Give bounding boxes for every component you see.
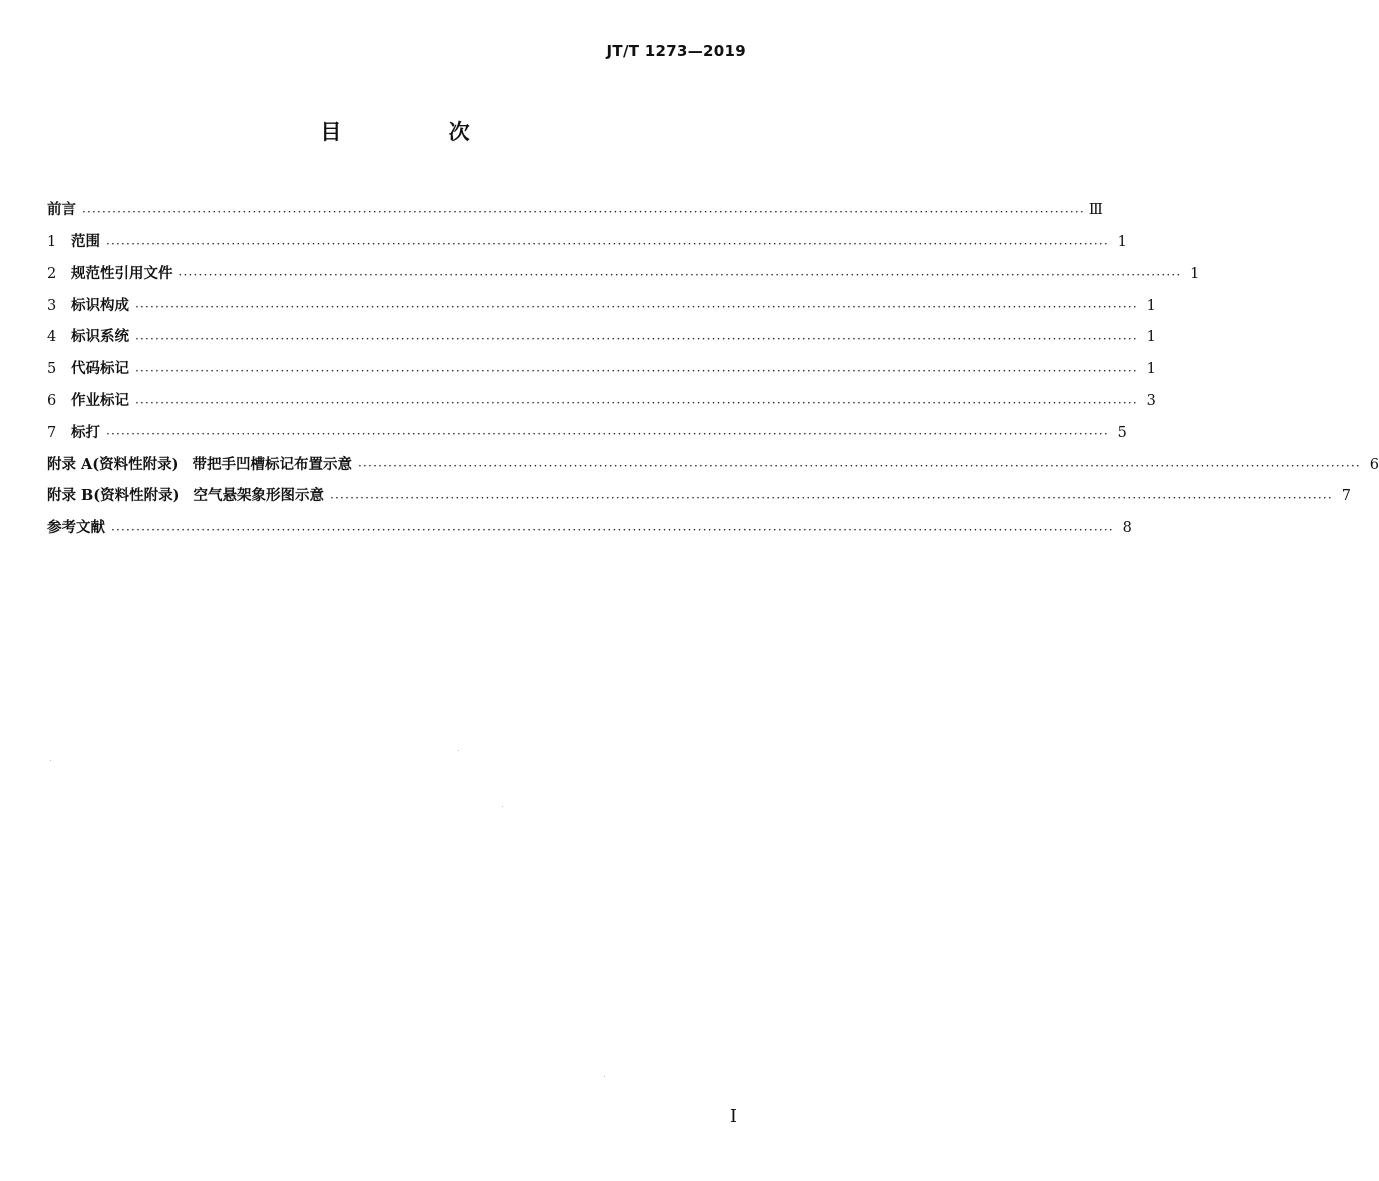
toc-entry-number: 5 — [47, 361, 57, 378]
toc-entry[interactable] — [47, 218, 1127, 251]
toc-entry-label: 标识构成 — [71, 296, 129, 314]
toc-entry-label: 附录 A(资料性附录) — [47, 455, 179, 473]
scan-speck — [458, 750, 459, 751]
toc-entry[interactable] — [47, 281, 1156, 315]
toc-entry-page: 1 — [1146, 329, 1156, 346]
toc-entry-label: 代码标记 — [71, 360, 129, 378]
toc-entry[interactable] — [47, 377, 1156, 410]
toc-entry-page: 7 — [1341, 488, 1351, 505]
toc-entry[interactable] — [47, 409, 1127, 442]
toc-entry[interactable] — [47, 313, 1156, 346]
toc-entry-page: 6 — [1369, 456, 1379, 473]
toc-entry-number: 1 — [47, 234, 57, 251]
toc-entry-page: 5 — [1117, 424, 1127, 441]
toc-entry[interactable] — [47, 440, 1379, 474]
toc-entry-label: 范围 — [71, 233, 100, 251]
toc-entry-page: 1 — [1146, 361, 1156, 378]
scan-speck — [502, 806, 503, 807]
toc-entry-label: 附录 B(资料性附录) — [47, 487, 180, 505]
toc-entry-number: 4 — [47, 329, 57, 346]
toc-entry-subtitle: 空气悬架象形图示意 — [193, 487, 325, 505]
page-title: 目 次 — [320, 119, 520, 144]
table-of-contents — [47, 186, 1379, 537]
toc-leader-dots: ········································································································································································································ — [106, 427, 1109, 442]
toc-entry-page: 8 — [1122, 520, 1132, 537]
toc-entry-page: 1 — [1117, 234, 1127, 251]
toc-entry-number: 3 — [47, 297, 57, 314]
scan-speck — [50, 760, 51, 761]
toc-entry[interactable] — [47, 250, 1200, 283]
toc-leader-dots: ········································································································································································································ — [82, 204, 1085, 219]
toc-entry-label: 作业标记 — [71, 392, 129, 410]
toc-entry-page: 1 — [1146, 297, 1156, 314]
toc-leader-dots: ········································································································································································································ — [135, 395, 1138, 410]
toc-entry[interactable] — [47, 186, 1103, 219]
toc-entry-label: 参考文献 — [47, 519, 105, 537]
toc-leader-dots: ········································································································································································································ — [135, 300, 1138, 315]
document-code: JT/T 1273—2019 — [606, 42, 746, 60]
toc-entry[interactable] — [47, 504, 1132, 537]
scan-speck — [604, 1076, 605, 1077]
toc-entry-page: Ⅲ — [1088, 202, 1103, 219]
toc-entry-label: 标识系统 — [71, 328, 129, 346]
toc-leader-dots: ········································································································································································································ — [135, 363, 1138, 378]
toc-entry-subtitle: 带把手凹槽标记布置示意 — [192, 455, 353, 473]
toc-leader-dots: ········································································································································································································ — [358, 459, 1361, 474]
toc-entry-number: 7 — [47, 424, 57, 441]
toc-entry-label: 前言 — [47, 201, 76, 219]
toc-entry-number: 6 — [47, 393, 57, 410]
toc-leader-dots: ········································································································································································································ — [111, 522, 1114, 537]
toc-leader-dots: ········································································································································································································ — [178, 268, 1182, 283]
page-number: I — [729, 1106, 737, 1127]
toc-entry-page: 1 — [1190, 265, 1200, 282]
toc-entry-label: 标打 — [71, 423, 100, 441]
toc-entry[interactable] — [47, 345, 1156, 378]
toc-leader-dots: ········································································································································································································ — [106, 236, 1109, 251]
toc-entry-page: 3 — [1146, 393, 1156, 410]
toc-leader-dots: ········································································································································································································ — [330, 490, 1333, 505]
toc-entry[interactable] — [47, 472, 1351, 505]
toc-entry-label: 规范性引用文件 — [71, 264, 173, 282]
toc-leader-dots: ········································································································································································································ — [135, 331, 1138, 346]
toc-entry-number: 2 — [47, 265, 57, 282]
